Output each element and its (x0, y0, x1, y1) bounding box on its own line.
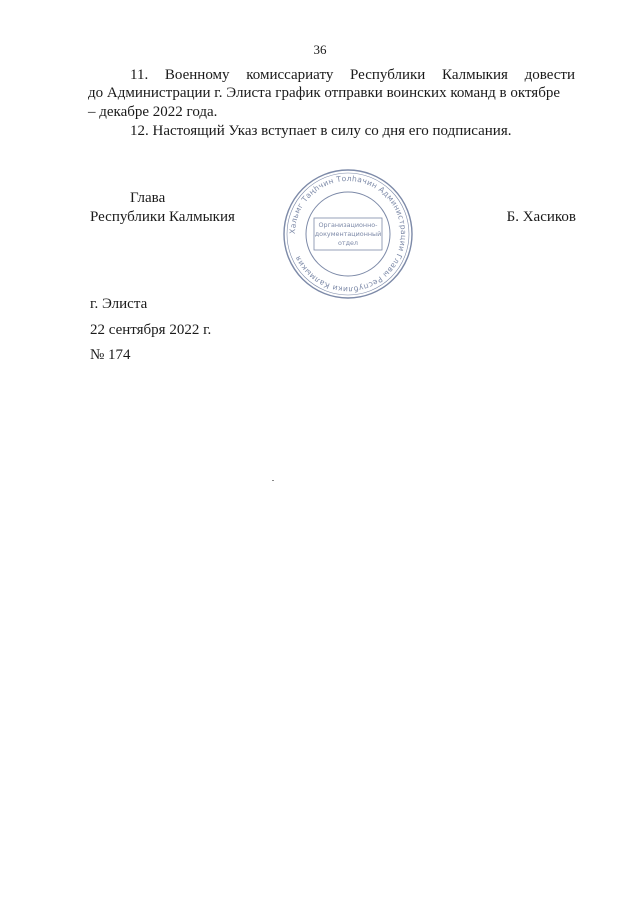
page-number: 36 (313, 42, 327, 57)
stamp-inner-text-2: документационный (314, 230, 382, 238)
paragraph-11-line-2: до Администрации г. Элиста график отправки воинских команд в октябре (88, 85, 560, 101)
paragraph-11-line-1: 11. Военному комиссариату Республики Калмыкия довести (130, 67, 575, 83)
date: 22 сентября 2022 г. (90, 322, 212, 338)
stamp-inner-text-3: отдел (337, 239, 359, 247)
official-stamp (280, 166, 416, 302)
place: г. Элиста (90, 296, 148, 312)
document-number: № 174 (90, 347, 131, 363)
stamp-inner-text-1: Организационно- (318, 221, 378, 229)
signature-title-line1: Глава (130, 190, 166, 206)
stray-mark (272, 480, 274, 481)
stamp-outer-text: Хальмг Таңһчин Толһачин Администрации Главы Республики Калмыкия (287, 173, 409, 295)
signature-name: Б. Хасиков (506, 209, 576, 225)
paragraph-11 (88, 66, 575, 85)
paragraph-12: 12. Настоящий Указ вступает в силу со дня его подписания. (130, 123, 512, 139)
signature-title-line2: Республики Калмыкия (90, 209, 235, 225)
paragraph-11-line-3: – декабре 2022 года. (88, 104, 218, 120)
